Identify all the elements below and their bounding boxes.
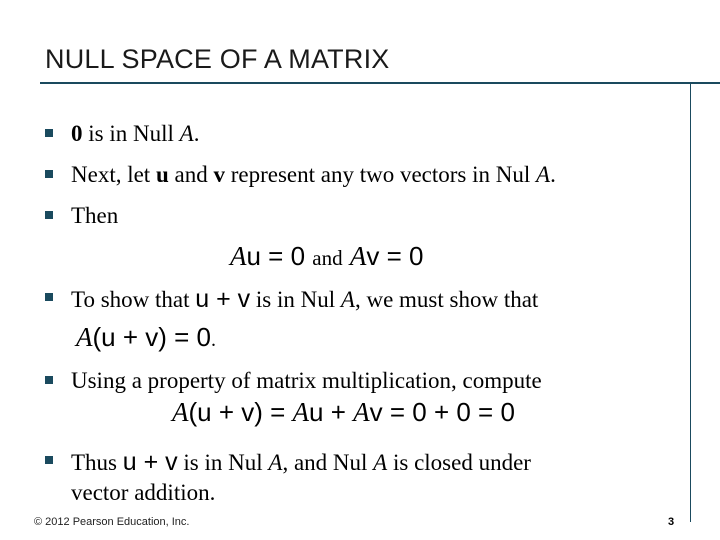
bullet-then: Then: [71, 203, 119, 228]
bullet-marker: [45, 293, 53, 301]
copyright-footer: © 2012 Pearson Education, Inc.: [34, 516, 190, 528]
bullet-marker: [45, 129, 53, 137]
u-plus-v: u + v: [122, 448, 178, 476]
equation-au-av: Au = 0 and Av = 0: [230, 241, 424, 271]
bullet-marker: [45, 211, 53, 219]
bullet-thus: Thus u + v is in Nul A, and Nul A is closed under: [71, 448, 531, 476]
bullet-thus-continuation: vector addition.: [71, 480, 216, 505]
u-plus-v: u + v: [195, 285, 251, 313]
right-vertical-rule: [690, 84, 691, 522]
zero-vector: 0: [71, 121, 83, 146]
bullet-to-show: To show that u + v is in Nul A, we must show that: [71, 285, 539, 313]
bullet-marker: [45, 376, 53, 384]
bullet-let-u-v: Next, let u and v represent any two vectors in Nul A.: [71, 162, 556, 187]
equation-goal: A(u + v) = 0.: [76, 322, 216, 352]
title-underline: [40, 82, 720, 84]
bullet-marker: [45, 456, 53, 464]
bullet-using-property: Using a property of matrix multiplication, compute: [71, 368, 542, 393]
equation-compute: A(u + v) = Au + Av = 0 + 0 = 0: [172, 397, 515, 427]
page-number: 3: [668, 516, 675, 528]
slide-title: NULL SPACE OF A MATRIX: [45, 44, 390, 74]
bullet-marker: [45, 170, 53, 178]
bullet-zero-in-null: 0 is in Null A.: [71, 121, 200, 146]
